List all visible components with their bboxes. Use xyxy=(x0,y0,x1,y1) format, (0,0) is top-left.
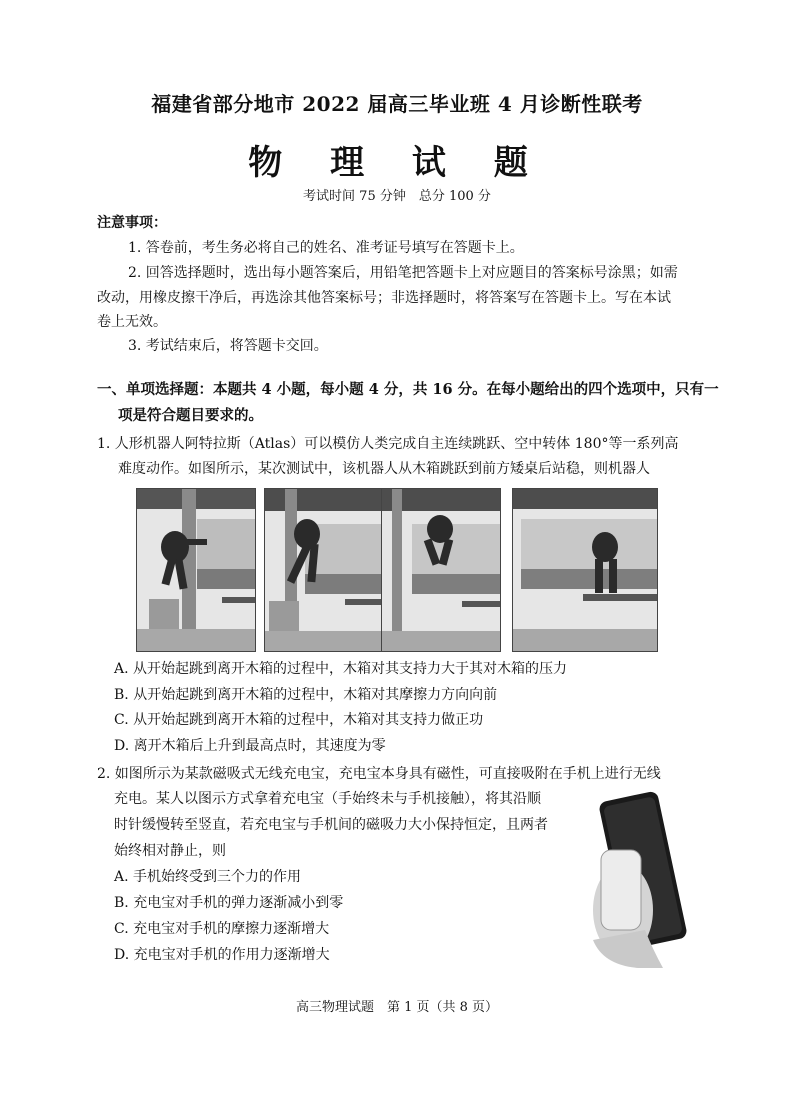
notice-item-3: 3. 考试结束后，将答题卡交回。 xyxy=(128,338,328,354)
q1-stem-line-1: 1. 人形机器人阿特拉斯（Atlas）可以模仿人类完成自主连续跳跃、空中转体 180°等一系列高 xyxy=(97,436,679,452)
robot-jump-photo-3 xyxy=(381,488,501,652)
notice-item-2-line-2: 改动，用橡皮擦干净后，再选涂其他答案标号；非选择题时，将答案写在答题卡上。写在本试 xyxy=(97,290,671,306)
q1-option-b: B. 从开始起跳到离开木箱的过程中，木箱对其摩擦力方向向前 xyxy=(114,687,498,703)
q1-option-d: D. 离开木箱后上升到最高点时，其速度为零 xyxy=(114,738,386,754)
q2-option-a: A. 手机始终受到三个力的作用 xyxy=(114,869,302,885)
notice-item-2-line-3: 卷上无效。 xyxy=(97,314,167,330)
q2-stem-line-4: 始终相对静止，则 xyxy=(114,843,226,859)
q2-stem-line-3: 时针缓慢转至竖直，若充电宝与手机间的磁吸力大小保持恒定，且两者 xyxy=(114,817,548,833)
exam-time-info: 考试时间 75 分钟 总分 100 分 xyxy=(303,189,491,204)
exam-name: 福建省部分地市 2022 届高三毕业班 4 月诊断性联考 xyxy=(151,92,643,116)
notice-item-1: 1. 答卷前，考生务必将自己的姓名、准考证号填写在答题卡上。 xyxy=(128,240,524,256)
q2-stem-line-1: 2. 如图所示为某款磁吸式无线充电宝，充电宝本身具有磁性，可直接吸附在手机上进行无线 xyxy=(97,766,661,782)
robot-jump-photo-4 xyxy=(512,488,658,652)
page-footer: 高三物理试题 第 1 页（共 8 页） xyxy=(295,1000,499,1015)
section-heading-line-2: 项是符合题目要求的。 xyxy=(118,407,263,424)
robot-jump-photo-2 xyxy=(264,488,384,652)
q2-option-c: C. 充电宝对手机的摩擦力逐渐增大 xyxy=(114,921,330,937)
q2-option-b: B. 充电宝对手机的弹力逐渐减小到零 xyxy=(114,895,344,911)
q2-stem-line-2: 充电。某人以图示方式拿着充电宝（手始终未与手机接触），将其沿顺 xyxy=(114,791,541,807)
page-title: 物 理 试 题 xyxy=(248,143,546,183)
q1-option-a: A. 从开始起跳到离开木箱的过程中，木箱对其支持力大于其对木箱的压力 xyxy=(114,661,568,677)
notice-item-2-line-1: 2. 回答选择题时，选出每小题答案后，用铅笔把答题卡上对应题目的答案标号涂黑；如需 xyxy=(128,265,678,281)
q1-option-c: C. 从开始起跳到离开木箱的过程中，木箱对其支持力做正功 xyxy=(114,712,484,728)
phone-powerbank-photo xyxy=(583,790,698,970)
q1-stem-line-2: 难度动作。如图所示，某次测试中，该机器人从木箱跳跃到前方矮桌后站稳，则机器人 xyxy=(118,461,650,477)
section-heading-line-1: 一、单项选择题：本题共 4 小题，每小题 4 分，共 16 分。在每小题给出的四个选项中，只有一 xyxy=(97,381,719,398)
robot-jump-photo-1 xyxy=(136,488,256,652)
q2-option-d: D. 充电宝对手机的作用力逐渐增大 xyxy=(114,947,330,963)
notice-heading: 注意事项： xyxy=(97,215,167,231)
